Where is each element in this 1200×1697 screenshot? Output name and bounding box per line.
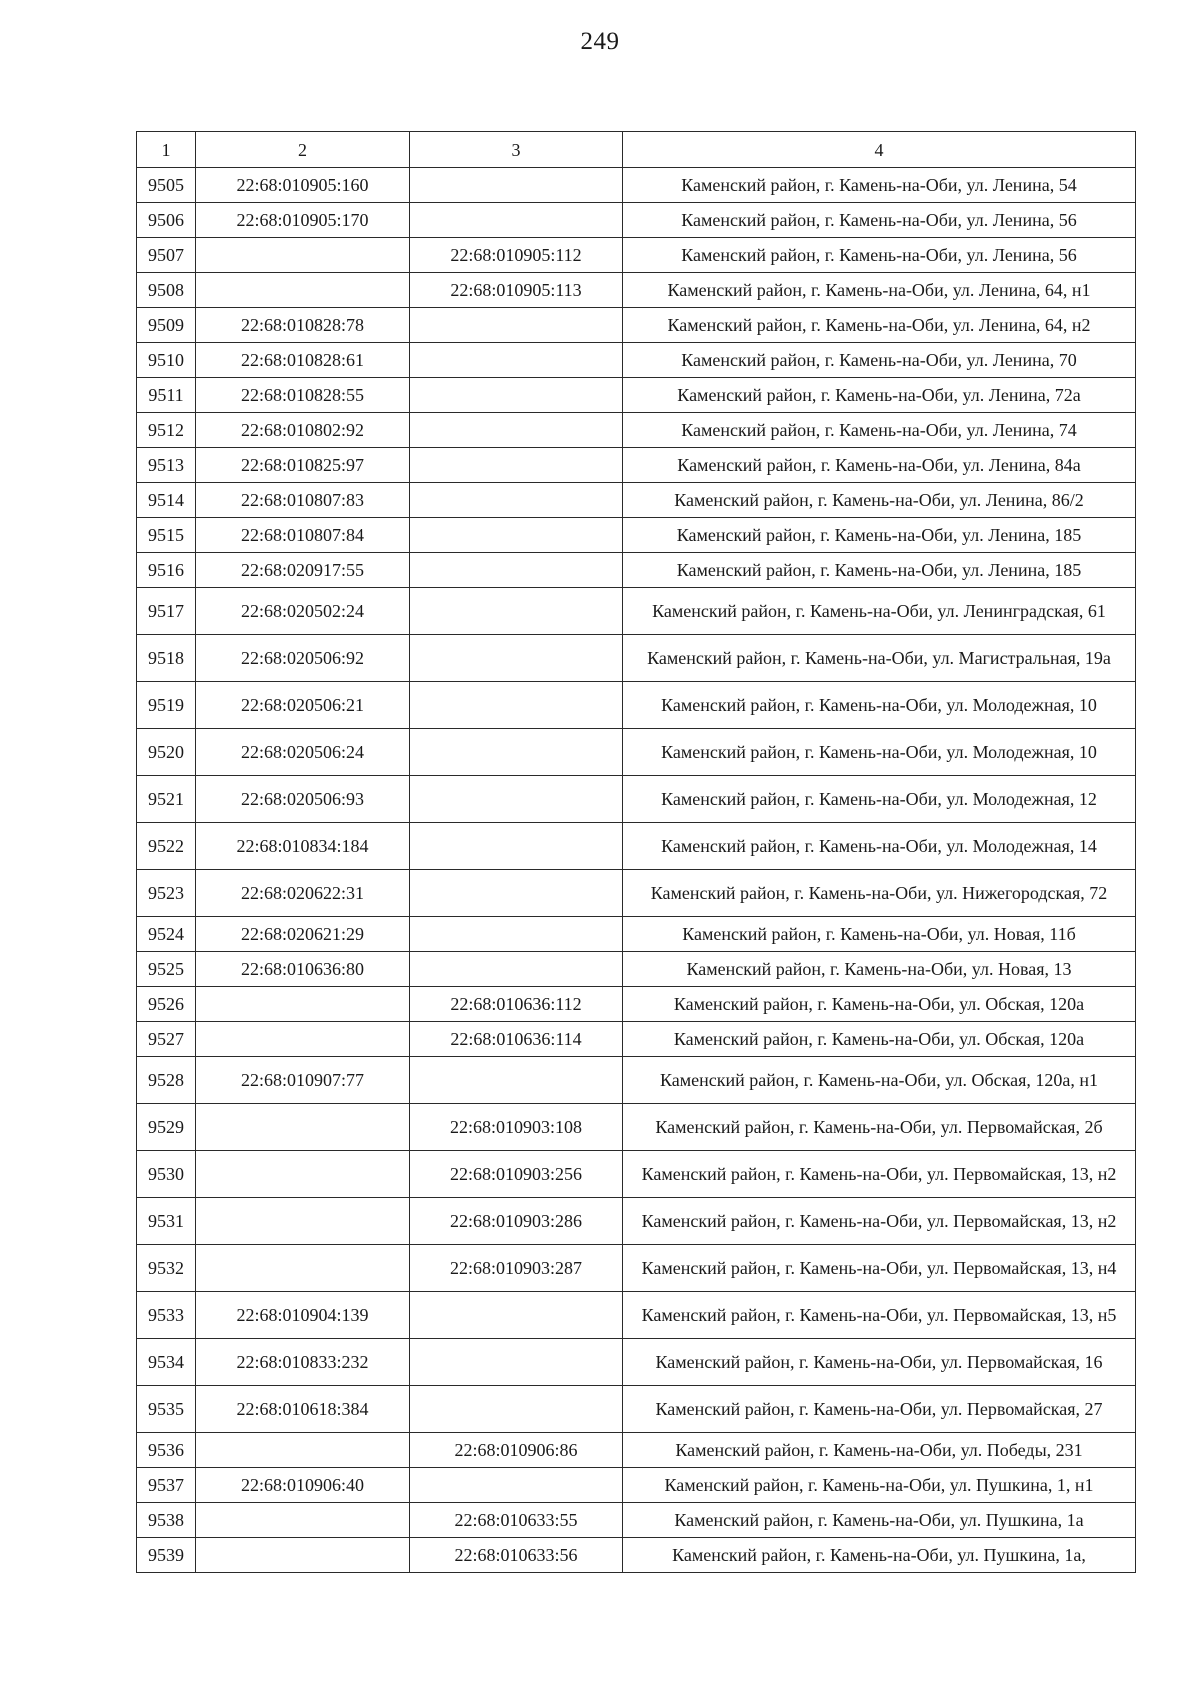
table-row bbox=[137, 1104, 1136, 1151]
cell-address: Каменский район, г. Камень-на-Оби, ул. Ленина, 72а bbox=[623, 378, 1136, 413]
cell-address: Каменский район, г. Камень-на-Оби, ул. Нижегородская, 72 bbox=[623, 870, 1136, 917]
cell-number: 9528 bbox=[137, 1057, 196, 1104]
cell-cadastral-number: 22:68:020621:29 bbox=[196, 917, 410, 952]
page-number: 249 bbox=[580, 28, 620, 55]
cell-cadastral-number: 22:68:010905:160 bbox=[196, 168, 410, 203]
cell-cadastral-number: 22:68:010834:184 bbox=[196, 823, 410, 870]
table-row bbox=[137, 987, 1136, 1022]
cell-cadastral-number bbox=[196, 1151, 410, 1198]
table-row bbox=[137, 1057, 1136, 1104]
cell-address: Каменский район, г. Камень-на-Оби, ул. Первомайская, 13, н5 bbox=[623, 1292, 1136, 1339]
table-row bbox=[137, 308, 1136, 343]
cell-cadastral-number-alt bbox=[410, 682, 623, 729]
cell-cadastral-number-alt bbox=[410, 1468, 623, 1503]
cell-cadastral-number: 22:68:020622:31 bbox=[196, 870, 410, 917]
cell-address: Каменский район, г. Камень-на-Оби, ул. Молодежная, 10 bbox=[623, 682, 1136, 729]
cell-address: Каменский район, г. Камень-на-Оби, ул. Ленина, 74 bbox=[623, 413, 1136, 448]
header-row bbox=[137, 132, 1136, 168]
cell-cadastral-number bbox=[196, 1022, 410, 1057]
cell-cadastral-number: 22:68:020506:21 bbox=[196, 682, 410, 729]
cell-number: 9538 bbox=[137, 1503, 196, 1538]
cell-address: Каменский район, г. Камень-на-Оби, ул. Обская, 120а, н1 bbox=[623, 1057, 1136, 1104]
cell-cadastral-number: 22:68:010906:40 bbox=[196, 1468, 410, 1503]
cell-number: 9519 bbox=[137, 682, 196, 729]
cell-number: 9535 bbox=[137, 1386, 196, 1433]
cell-cadastral-number-alt: 22:68:010903:287 bbox=[410, 1245, 623, 1292]
cell-number: 9527 bbox=[137, 1022, 196, 1057]
cell-cadastral-number bbox=[196, 273, 410, 308]
cell-cadastral-number: 22:68:020502:24 bbox=[196, 588, 410, 635]
cell-address: Каменский район, г. Камень-на-Оби, ул. Победы, 231 bbox=[623, 1433, 1136, 1468]
cell-address: Каменский район, г. Камень-на-Оби, ул. Пушкина, 1а, bbox=[623, 1538, 1136, 1573]
cell-cadastral-number: 22:68:010828:61 bbox=[196, 343, 410, 378]
cell-cadastral-number bbox=[196, 1503, 410, 1538]
cell-cadastral-number-alt: 22:68:010906:86 bbox=[410, 1433, 623, 1468]
header-col-2: 2 bbox=[196, 132, 410, 168]
table-row bbox=[137, 1538, 1136, 1573]
cell-cadastral-number: 22:68:010802:92 bbox=[196, 413, 410, 448]
cell-number: 9525 bbox=[137, 952, 196, 987]
cell-cadastral-number-alt: 22:68:010636:112 bbox=[410, 987, 623, 1022]
table-row bbox=[137, 448, 1136, 483]
cell-cadastral-number bbox=[196, 987, 410, 1022]
cell-cadastral-number: 22:68:010828:55 bbox=[196, 378, 410, 413]
cell-number: 9524 bbox=[137, 917, 196, 952]
cell-cadastral-number: 22:68:010828:78 bbox=[196, 308, 410, 343]
cell-number: 9521 bbox=[137, 776, 196, 823]
cell-address: Каменский район, г. Камень-на-Оби, ул. Первомайская, 13, н2 bbox=[623, 1198, 1136, 1245]
cell-address: Каменский район, г. Камень-на-Оби, ул. Новая, 13 bbox=[623, 952, 1136, 987]
cell-address: Каменский район, г. Камень-на-Оби, ул. Молодежная, 14 bbox=[623, 823, 1136, 870]
cell-cadastral-number-alt bbox=[410, 448, 623, 483]
cell-cadastral-number: 22:68:010825:97 bbox=[196, 448, 410, 483]
cell-number: 9511 bbox=[137, 378, 196, 413]
table-row bbox=[137, 273, 1136, 308]
cell-address: Каменский район, г. Камень-на-Оби, ул. Ленина, 64, н2 bbox=[623, 308, 1136, 343]
cell-cadastral-number bbox=[196, 1198, 410, 1245]
table-row bbox=[137, 1022, 1136, 1057]
cell-cadastral-number-alt bbox=[410, 203, 623, 238]
cell-cadastral-number: 22:68:020506:24 bbox=[196, 729, 410, 776]
cell-address: Каменский район, г. Камень-на-Оби, ул. Первомайская, 13, н4 bbox=[623, 1245, 1136, 1292]
cell-address: Каменский район, г. Камень-на-Оби, ул. Пушкина, 1, н1 bbox=[623, 1468, 1136, 1503]
cell-number: 9517 bbox=[137, 588, 196, 635]
cell-number: 9536 bbox=[137, 1433, 196, 1468]
cell-address: Каменский район, г. Камень-на-Оби, ул. Ленина, 84а bbox=[623, 448, 1136, 483]
cell-number: 9526 bbox=[137, 987, 196, 1022]
cell-cadastral-number-alt bbox=[410, 952, 623, 987]
cell-cadastral-number-alt bbox=[410, 308, 623, 343]
cell-cadastral-number-alt bbox=[410, 917, 623, 952]
cell-number: 9516 bbox=[137, 553, 196, 588]
cell-address: Каменский район, г. Камень-на-Оби, ул. Первомайская, 2б bbox=[623, 1104, 1136, 1151]
table-row bbox=[137, 1198, 1136, 1245]
cell-cadastral-number-alt bbox=[410, 483, 623, 518]
cell-cadastral-number-alt bbox=[410, 343, 623, 378]
cell-address: Каменский район, г. Камень-на-Оби, ул. Ленина, 56 bbox=[623, 203, 1136, 238]
cell-cadastral-number-alt bbox=[410, 168, 623, 203]
cell-address: Каменский район, г. Камень-на-Оби, ул. Первомайская, 27 bbox=[623, 1386, 1136, 1433]
table-row bbox=[137, 729, 1136, 776]
cell-cadastral-number-alt: 22:68:010905:112 bbox=[410, 238, 623, 273]
cell-cadastral-number-alt bbox=[410, 378, 623, 413]
table-row bbox=[137, 823, 1136, 870]
cell-cadastral-number: 22:68:020506:92 bbox=[196, 635, 410, 682]
table-row bbox=[137, 917, 1136, 952]
cell-cadastral-number: 22:68:010905:170 bbox=[196, 203, 410, 238]
cell-cadastral-number-alt bbox=[410, 588, 623, 635]
table-row bbox=[137, 168, 1136, 203]
cell-cadastral-number bbox=[196, 1245, 410, 1292]
cell-cadastral-number-alt bbox=[410, 870, 623, 917]
cell-number: 9530 bbox=[137, 1151, 196, 1198]
cell-number: 9539 bbox=[137, 1538, 196, 1573]
cell-number: 9510 bbox=[137, 343, 196, 378]
cell-cadastral-number-alt bbox=[410, 518, 623, 553]
table-row bbox=[137, 635, 1136, 682]
cell-number: 9522 bbox=[137, 823, 196, 870]
cell-cadastral-number-alt bbox=[410, 823, 623, 870]
table-row bbox=[137, 1503, 1136, 1538]
header-col-1: 1 bbox=[137, 132, 196, 168]
cell-cadastral-number bbox=[196, 1433, 410, 1468]
header-col-4: 4 bbox=[623, 132, 1136, 168]
cell-cadastral-number: 22:68:010807:84 bbox=[196, 518, 410, 553]
cell-cadastral-number-alt: 22:68:010633:55 bbox=[410, 1503, 623, 1538]
cell-cadastral-number: 22:68:010618:384 bbox=[196, 1386, 410, 1433]
cell-address: Каменский район, г. Камень-на-Оби, ул. Ленина, 70 bbox=[623, 343, 1136, 378]
table-row bbox=[137, 483, 1136, 518]
register-table bbox=[136, 131, 1136, 1573]
table-row bbox=[137, 588, 1136, 635]
cell-number: 9518 bbox=[137, 635, 196, 682]
cell-address: Каменский район, г. Камень-на-Оби, ул. Первомайская, 13, н2 bbox=[623, 1151, 1136, 1198]
table-row bbox=[137, 776, 1136, 823]
cell-number: 9533 bbox=[137, 1292, 196, 1339]
table-row bbox=[137, 1468, 1136, 1503]
cell-cadastral-number: 22:68:020506:93 bbox=[196, 776, 410, 823]
table-body bbox=[137, 168, 1136, 1573]
table-row bbox=[137, 343, 1136, 378]
cell-number: 9507 bbox=[137, 238, 196, 273]
table-row bbox=[137, 952, 1136, 987]
cell-cadastral-number: 22:68:010807:83 bbox=[196, 483, 410, 518]
cell-cadastral-number-alt bbox=[410, 1292, 623, 1339]
cell-cadastral-number: 22:68:020917:55 bbox=[196, 553, 410, 588]
cell-cadastral-number-alt bbox=[410, 553, 623, 588]
cell-cadastral-number: 22:68:010907:77 bbox=[196, 1057, 410, 1104]
cell-number: 9532 bbox=[137, 1245, 196, 1292]
cell-address: Каменский район, г. Камень-на-Оби, ул. Обская, 120а bbox=[623, 987, 1136, 1022]
table-row bbox=[137, 1339, 1136, 1386]
table-row bbox=[137, 518, 1136, 553]
cell-cadastral-number-alt bbox=[410, 729, 623, 776]
cell-number: 9505 bbox=[137, 168, 196, 203]
cell-cadastral-number-alt bbox=[410, 413, 623, 448]
cell-number: 9514 bbox=[137, 483, 196, 518]
cell-address: Каменский район, г. Камень-на-Оби, ул. Ленина, 185 bbox=[623, 518, 1136, 553]
table-row bbox=[137, 378, 1136, 413]
cell-cadastral-number-alt: 22:68:010633:56 bbox=[410, 1538, 623, 1573]
cell-cadastral-number-alt: 22:68:010903:256 bbox=[410, 1151, 623, 1198]
cell-number: 9529 bbox=[137, 1104, 196, 1151]
cell-cadastral-number-alt: 22:68:010636:114 bbox=[410, 1022, 623, 1057]
cell-cadastral-number bbox=[196, 1538, 410, 1573]
cell-number: 9506 bbox=[137, 203, 196, 238]
cell-address: Каменский район, г. Камень-на-Оби, ул. Новая, 11б bbox=[623, 917, 1136, 952]
table-row bbox=[137, 238, 1136, 273]
cell-cadastral-number-alt: 22:68:010903:286 bbox=[410, 1198, 623, 1245]
cell-number: 9512 bbox=[137, 413, 196, 448]
cell-number: 9531 bbox=[137, 1198, 196, 1245]
cell-address: Каменский район, г. Камень-на-Оби, ул. Молодежная, 10 bbox=[623, 729, 1136, 776]
table-row bbox=[137, 682, 1136, 729]
cell-number: 9508 bbox=[137, 273, 196, 308]
table-row bbox=[137, 870, 1136, 917]
table-header bbox=[137, 132, 1136, 168]
cell-address: Каменский район, г. Камень-на-Оби, ул. Ленина, 56 bbox=[623, 238, 1136, 273]
cell-address: Каменский район, г. Камень-на-Оби, ул. Ленина, 64, н1 bbox=[623, 273, 1136, 308]
cell-number: 9513 bbox=[137, 448, 196, 483]
cell-cadastral-number: 22:68:010833:232 bbox=[196, 1339, 410, 1386]
cell-address: Каменский район, г. Камень-на-Оби, ул. Магистральная, 19а bbox=[623, 635, 1136, 682]
cell-number: 9509 bbox=[137, 308, 196, 343]
cell-cadastral-number-alt bbox=[410, 1339, 623, 1386]
cell-address: Каменский район, г. Камень-на-Оби, ул. Ленинградская, 61 bbox=[623, 588, 1136, 635]
cell-number: 9523 bbox=[137, 870, 196, 917]
cell-cadastral-number-alt bbox=[410, 635, 623, 682]
cell-number: 9537 bbox=[137, 1468, 196, 1503]
table-row bbox=[137, 203, 1136, 238]
cell-cadastral-number-alt: 22:68:010903:108 bbox=[410, 1104, 623, 1151]
cell-cadastral-number bbox=[196, 1104, 410, 1151]
table-row bbox=[137, 1292, 1136, 1339]
cell-address: Каменский район, г. Камень-на-Оби, ул. Молодежная, 12 bbox=[623, 776, 1136, 823]
cell-cadastral-number bbox=[196, 238, 410, 273]
header-col-3: 3 bbox=[410, 132, 623, 168]
cell-number: 9515 bbox=[137, 518, 196, 553]
cell-address: Каменский район, г. Камень-на-Оби, ул. Пушкина, 1а bbox=[623, 1503, 1136, 1538]
cell-cadastral-number-alt bbox=[410, 1057, 623, 1104]
cell-address: Каменский район, г. Камень-на-Оби, ул. Обская, 120а bbox=[623, 1022, 1136, 1057]
cell-cadastral-number-alt bbox=[410, 1386, 623, 1433]
cell-address: Каменский район, г. Камень-на-Оби, ул. Ленина, 86/2 bbox=[623, 483, 1136, 518]
table-row bbox=[137, 1433, 1136, 1468]
cell-cadastral-number: 22:68:010904:139 bbox=[196, 1292, 410, 1339]
cell-cadastral-number-alt bbox=[410, 776, 623, 823]
cell-address: Каменский район, г. Камень-на-Оби, ул. Первомайская, 16 bbox=[623, 1339, 1136, 1386]
table-row bbox=[137, 1245, 1136, 1292]
cell-address: Каменский район, г. Камень-на-Оби, ул. Ленина, 54 bbox=[623, 168, 1136, 203]
cell-cadastral-number: 22:68:010636:80 bbox=[196, 952, 410, 987]
cell-cadastral-number-alt: 22:68:010905:113 bbox=[410, 273, 623, 308]
table-row bbox=[137, 413, 1136, 448]
cell-number: 9534 bbox=[137, 1339, 196, 1386]
table-row bbox=[137, 553, 1136, 588]
table-row bbox=[137, 1386, 1136, 1433]
table-row bbox=[137, 1151, 1136, 1198]
cell-number: 9520 bbox=[137, 729, 196, 776]
cell-address: Каменский район, г. Камень-на-Оби, ул. Ленина, 185 bbox=[623, 553, 1136, 588]
